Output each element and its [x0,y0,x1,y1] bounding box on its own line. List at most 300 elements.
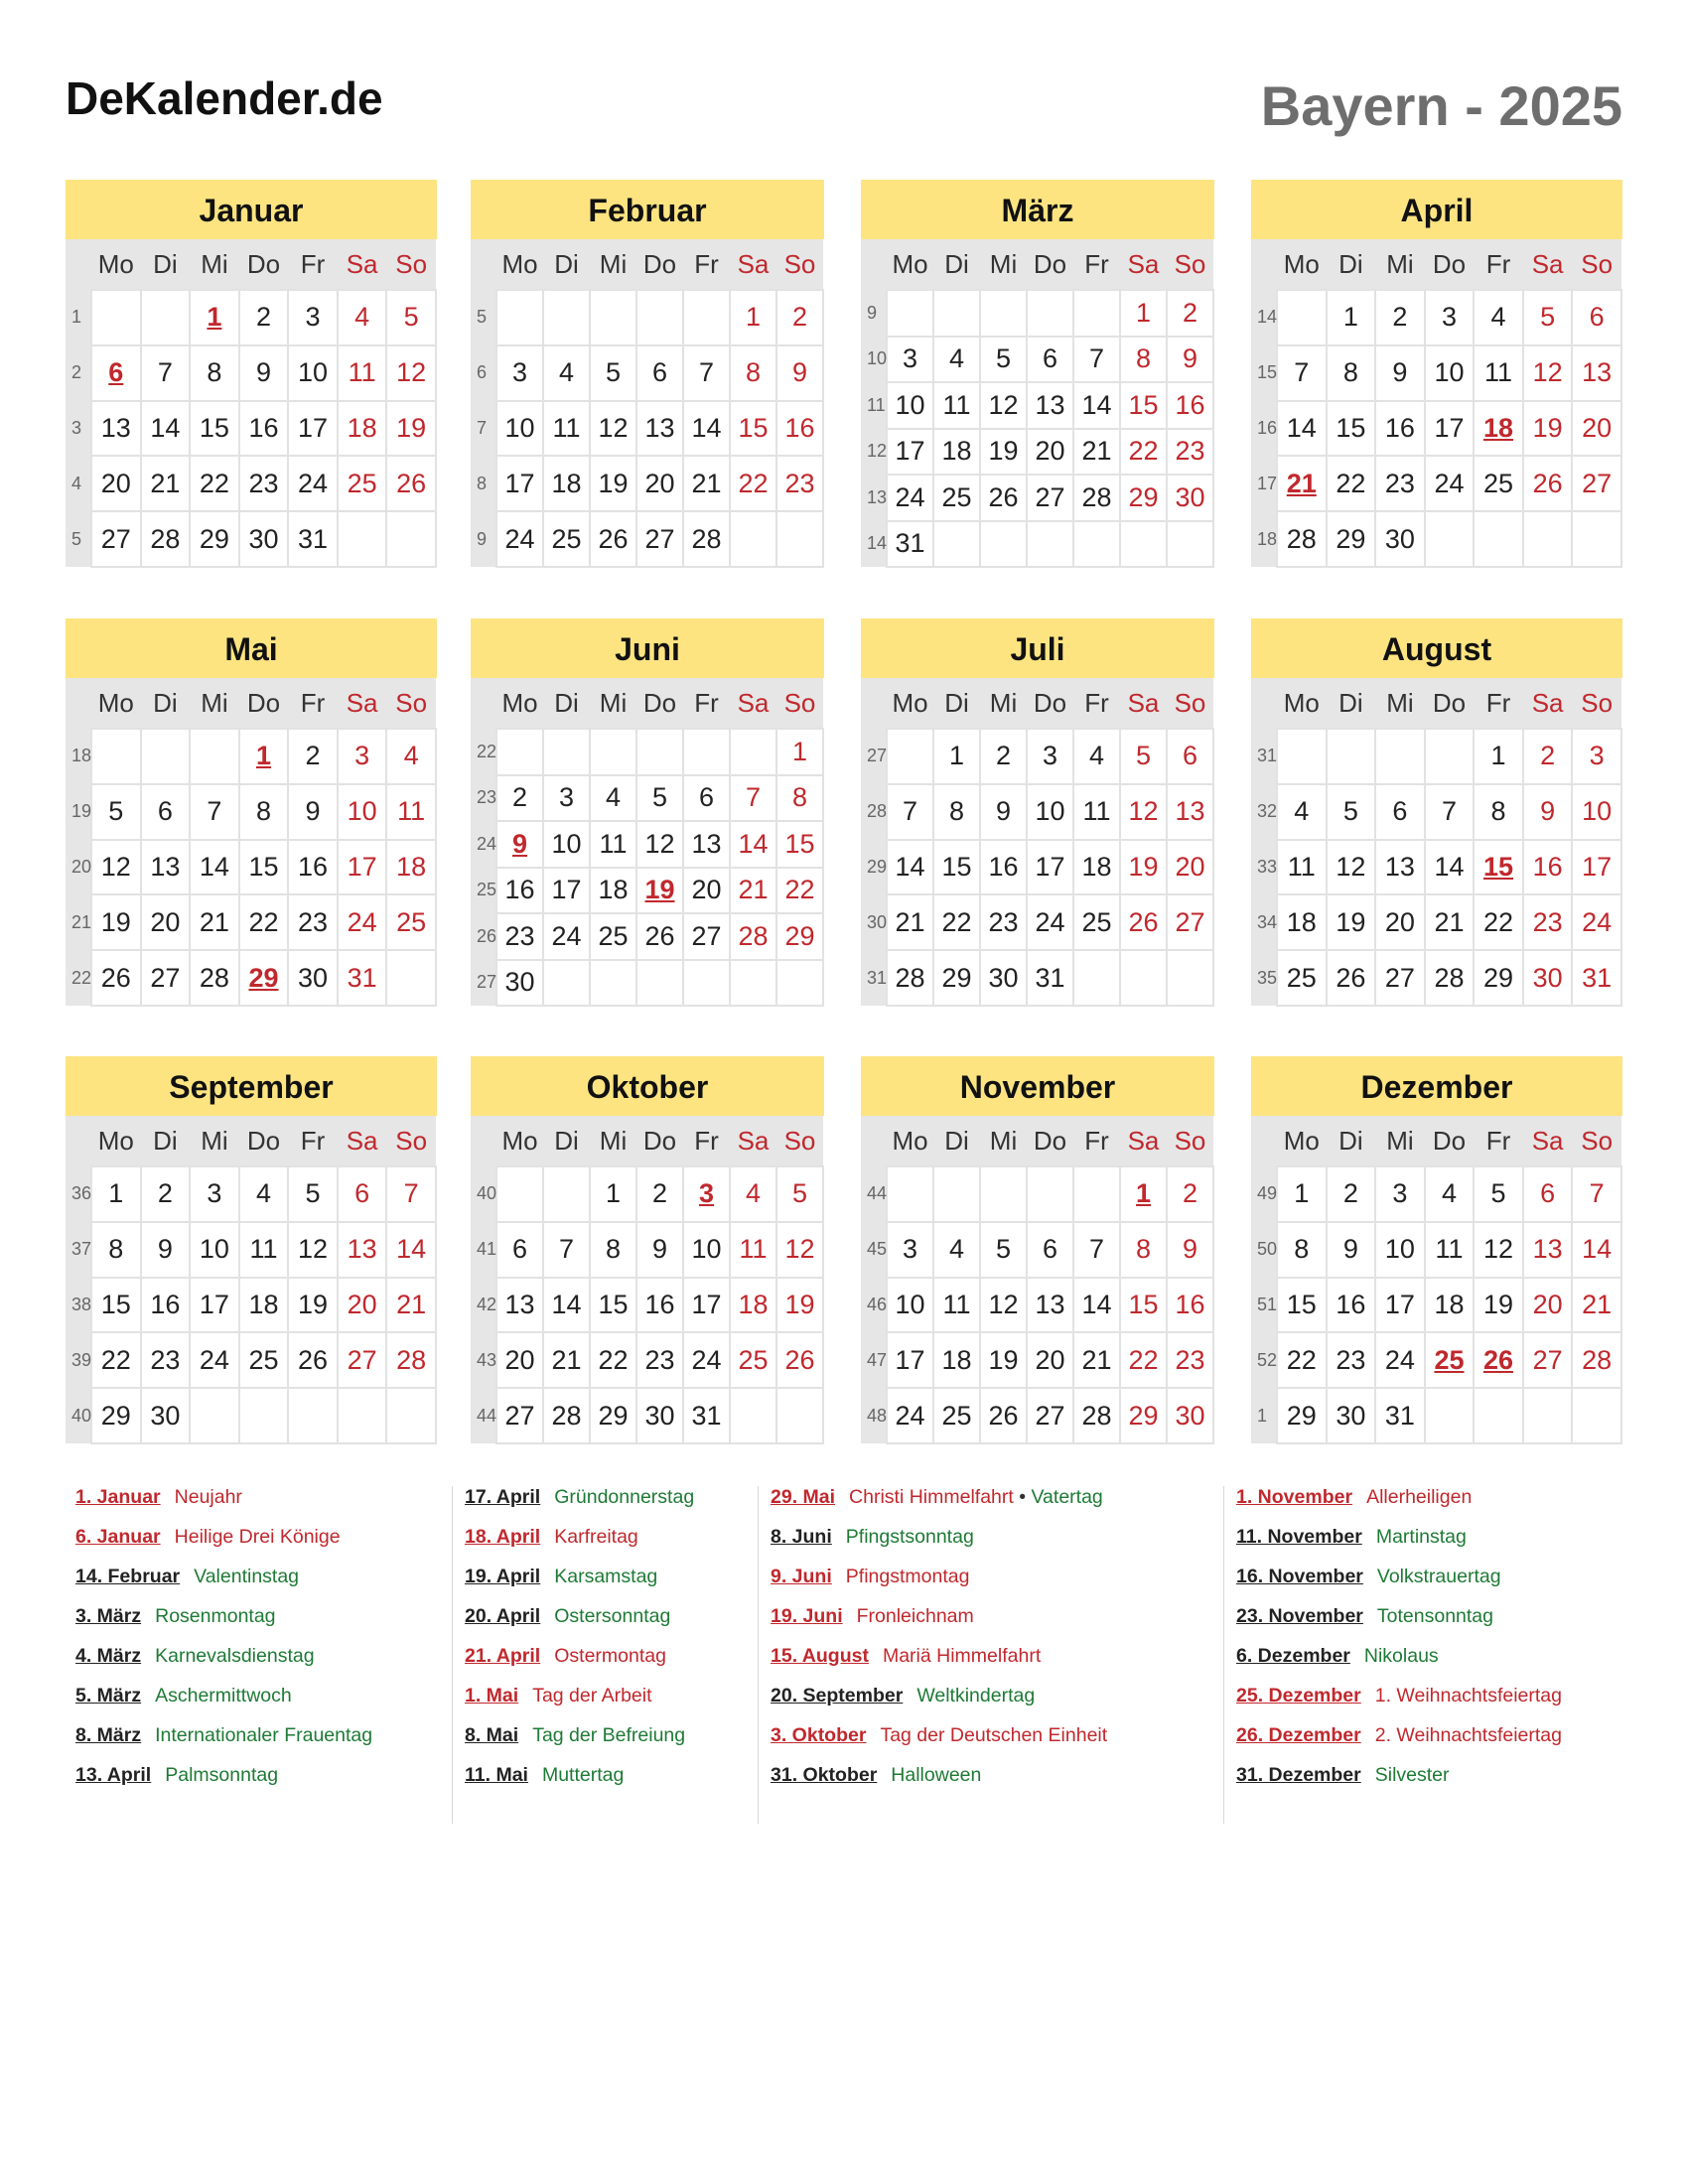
day-cell: 30 [239,511,289,567]
day-cell: 9 [141,1222,191,1278]
day-cell [91,729,141,784]
legend-name: Volkstrauertag [1376,1566,1501,1587]
day-cell: 23 [1167,429,1213,476]
day-cell: 8 [1277,1222,1327,1278]
day-cell: 22 [190,456,239,511]
legend-item [771,1764,1207,1804]
day-cell: 3 [887,1222,933,1278]
day-cell: 26 [1474,1332,1523,1388]
day-cell: 31 [683,1388,730,1443]
day-cell: 6 [91,345,141,401]
legend-name: Christi Himmelfahrt [849,1486,1014,1508]
day-cell [730,1388,776,1443]
day-cell: 31 [1027,950,1073,1006]
week-row [66,401,436,457]
weekday-header: Sa [730,678,776,729]
day-cell: 23 [496,913,543,960]
day-cell: 14 [141,401,191,457]
week-number-header [1251,678,1277,729]
week-number: 5 [471,290,496,345]
week-row [471,1222,823,1278]
day-cell: 11 [543,401,590,457]
day-cell: 25 [590,913,636,960]
day-cell: 14 [386,1222,436,1278]
legend-name: Tag der Deutschen Einheit [880,1724,1108,1746]
day-cell [338,511,387,567]
day-cell [683,960,730,1007]
weekday-header: Di [141,678,191,729]
day-cell: 22 [1120,429,1167,476]
day-cell: 6 [1375,784,1425,840]
week-row [861,475,1213,521]
week-row [471,821,823,868]
day-cell: 21 [683,456,730,511]
day-cell [1425,511,1475,567]
weekday-header: Fr [1073,239,1120,290]
day-cell: 13 [1375,840,1425,895]
day-cell: 8 [730,345,776,401]
day-cell: 29 [1474,950,1523,1006]
day-cell: 31 [887,521,933,568]
day-cell: 11 [730,1222,776,1278]
day-cell: 9 [496,821,543,868]
day-cell [1425,729,1475,784]
legend-date: 31. Oktober [771,1764,878,1786]
day-cell: 28 [190,950,239,1006]
weekday-header: Mi [590,1116,636,1166]
day-cell: 7 [1572,1166,1621,1222]
weekday-header: Do [239,1116,289,1166]
legend-item [75,1486,433,1526]
legend-column [1223,1486,1614,1824]
day-cell: 6 [1027,337,1073,383]
month-title: November [861,1056,1214,1116]
day-cell [1572,511,1621,567]
legend-item [465,1566,753,1605]
day-cell: 30 [980,950,1027,1006]
weekday-header: Do [636,239,683,290]
day-cell [1027,1166,1073,1222]
day-cell: 13 [683,821,730,868]
day-cell [496,290,543,345]
legend-item [1236,1645,1614,1685]
weekday-header: Fr [683,678,730,729]
day-cell: 15 [933,840,980,895]
day-cell: 19 [980,1332,1027,1388]
day-cell: 15 [776,821,823,868]
day-cell: 2 [636,1166,683,1222]
legend-item [465,1645,753,1685]
legend-name: Totensonntag [1376,1605,1494,1627]
weekday-header: Fr [1474,239,1523,290]
day-cell: 27 [91,511,141,567]
week-number: 28 [861,784,887,840]
week-number: 48 [861,1388,887,1443]
week-row [66,950,436,1006]
day-cell: 9 [776,345,823,401]
week-number: 19 [66,784,91,840]
weekday-header: Di [543,239,590,290]
day-cell [730,511,776,567]
day-cell: 13 [496,1278,543,1333]
month-title: Oktober [471,1056,824,1116]
week-number: 38 [66,1278,91,1333]
day-cell: 24 [1375,1332,1425,1388]
week-row [66,1166,436,1222]
day-cell: 18 [1425,1278,1475,1333]
day-cell: 15 [590,1278,636,1333]
legend-name: 2. Weihnachtsfeiertag [1374,1724,1562,1746]
week-number: 43 [471,1332,496,1388]
day-cell: 12 [980,1278,1027,1333]
day-cell: 22 [590,1332,636,1388]
day-cell: 24 [1425,456,1475,511]
day-cell: 29 [91,1388,141,1443]
week-number: 8 [471,456,496,511]
day-cell: 19 [91,894,141,950]
week-row [1251,894,1621,950]
month-november [861,1056,1214,1440]
day-cell: 13 [141,840,191,895]
day-cell: 3 [1425,290,1475,345]
day-cell: 28 [1073,475,1120,521]
day-cell: 2 [496,775,543,822]
month-title: Mai [66,618,437,678]
day-cell: 15 [1120,1278,1167,1333]
day-cell: 24 [887,1388,933,1443]
day-cell: 28 [887,950,933,1006]
week-row [861,840,1213,895]
legend-name: Pfingstsonntag [845,1526,974,1548]
month-title: April [1251,180,1622,239]
day-cell: 31 [338,950,387,1006]
day-cell: 30 [1167,475,1213,521]
day-cell [590,729,636,775]
day-cell: 20 [636,456,683,511]
day-cell: 18 [338,401,387,457]
weekday-header: Fr [683,1116,730,1166]
day-cell: 21 [543,1332,590,1388]
day-cell: 7 [683,345,730,401]
legend-date: 31. Dezember [1236,1764,1361,1786]
legend-date: 9. Juni [771,1566,832,1587]
day-cell: 9 [288,784,338,840]
day-cell: 6 [1027,1222,1073,1278]
day-cell: 5 [1474,1166,1523,1222]
week-number: 7 [471,401,496,457]
legend-name: Heilige Drei Könige [174,1526,341,1548]
day-cell: 17 [190,1278,239,1333]
day-cell: 13 [338,1222,387,1278]
day-cell: 13 [1167,784,1213,840]
day-cell: 16 [1167,382,1213,429]
day-cell [1027,521,1073,568]
week-number-header [1251,239,1277,290]
day-cell [636,729,683,775]
weekday-header: Di [141,239,191,290]
month-januar [66,180,437,564]
day-cell: 5 [386,290,436,345]
legend-item [465,1724,753,1764]
day-cell: 28 [141,511,191,567]
day-cell [386,1388,436,1443]
legend-name: Fronleichnam [856,1605,974,1627]
weekday-header: Sa [1120,239,1167,290]
day-cell: 18 [386,840,436,895]
day-cell: 15 [1474,840,1523,895]
legend-item [75,1764,433,1804]
legend-date: 16. November [1236,1566,1363,1587]
day-cell: 31 [1375,1388,1425,1443]
day-cell: 20 [141,894,191,950]
week-number: 37 [66,1222,91,1278]
day-cell: 2 [1167,1166,1213,1222]
week-number: 3 [66,401,91,457]
day-cell: 9 [1167,1222,1213,1278]
day-cell: 26 [288,1332,338,1388]
day-cell: 11 [239,1222,289,1278]
week-row [1251,840,1621,895]
day-cell: 1 [239,729,289,784]
day-cell: 10 [1572,784,1621,840]
week-number: 24 [471,821,496,868]
weekday-header: Di [543,678,590,729]
legend-date: 11. Mai [465,1764,528,1786]
weekday-header: Mo [91,239,141,290]
week-number: 44 [861,1166,887,1222]
weekday-header: Mo [91,678,141,729]
day-cell [1474,511,1523,567]
week-row [1251,345,1621,401]
month-title: Dezember [1251,1056,1622,1116]
day-cell: 14 [543,1278,590,1333]
legend-date: 19. April [465,1566,541,1587]
day-cell: 14 [1073,382,1120,429]
day-cell: 26 [590,511,636,567]
day-cell: 5 [776,1166,823,1222]
weekday-header: Sa [1120,1116,1167,1166]
day-cell [141,290,191,345]
day-cell: 2 [288,729,338,784]
week-row [1251,401,1621,457]
month-april [1251,180,1622,564]
legend-date: 23. November [1236,1605,1363,1627]
day-cell: 21 [1073,429,1120,476]
day-cell: 5 [980,1222,1027,1278]
week-number: 45 [861,1222,887,1278]
day-cell: 3 [1572,729,1621,784]
day-cell: 12 [1327,840,1376,895]
week-number: 9 [861,290,887,337]
day-cell: 30 [496,960,543,1007]
weekday-header: Mi [980,239,1027,290]
week-row [861,950,1213,1006]
week-row [1251,784,1621,840]
day-cell: 28 [386,1332,436,1388]
week-number: 44 [471,1388,496,1443]
day-cell: 11 [338,345,387,401]
legend-date: 8. Mai [465,1724,519,1746]
legend-name: Allerheiligen [1366,1486,1473,1508]
day-cell: 1 [1327,290,1376,345]
week-number-header [66,1116,91,1166]
day-cell: 27 [338,1332,387,1388]
day-cell: 17 [288,401,338,457]
legend-date: 20. September [771,1685,904,1706]
legend-name: Neujahr [174,1486,242,1508]
day-cell: 29 [1120,1388,1167,1443]
weekday-header: So [776,678,823,729]
week-number: 22 [471,729,496,775]
day-cell: 29 [590,1388,636,1443]
week-row [861,1388,1213,1443]
legend-name: Karsamstag [554,1566,658,1587]
day-cell: 9 [239,345,289,401]
day-cell: 13 [636,401,683,457]
week-row [471,868,823,914]
week-number: 2 [66,345,91,401]
day-cell: 10 [683,1222,730,1278]
day-cell: 19 [980,429,1027,476]
day-cell [636,960,683,1007]
week-row [66,345,436,401]
legend-item [1236,1764,1614,1804]
day-cell: 6 [141,784,191,840]
month-märz [861,180,1214,564]
weekday-header: So [1167,239,1213,290]
day-cell: 20 [338,1278,387,1333]
week-row [471,511,823,567]
day-cell: 20 [683,868,730,914]
month-title: März [861,180,1214,239]
weekday-header: So [386,1116,436,1166]
week-number: 27 [861,729,887,784]
weekday-header: Sa [338,239,387,290]
day-cell: 7 [543,1222,590,1278]
legend-item [465,1605,753,1645]
day-cell: 28 [1073,1388,1120,1443]
day-cell [980,521,1027,568]
day-cell: 18 [590,868,636,914]
day-cell: 20 [1523,1278,1573,1333]
day-cell [1120,950,1167,1006]
day-cell [496,1166,543,1222]
brand-logo-text: DeKalender.de [66,72,383,124]
day-cell: 15 [1120,382,1167,429]
month-juni [471,618,824,1003]
day-cell: 16 [776,401,823,457]
day-cell [776,511,823,567]
legend-date: 20. April [465,1605,541,1627]
day-cell: 5 [1327,784,1376,840]
day-cell: 4 [933,1222,980,1278]
day-cell: 2 [239,290,289,345]
day-cell: 24 [288,456,338,511]
weekday-header: So [386,678,436,729]
day-cell: 3 [1375,1166,1425,1222]
day-cell [590,960,636,1007]
day-cell: 14 [730,821,776,868]
day-cell [543,1166,590,1222]
day-cell: 17 [1375,1278,1425,1333]
legend-date: 29. Mai [771,1486,836,1508]
month-title: September [66,1056,437,1116]
day-cell: 19 [1474,1278,1523,1333]
weekday-header: Di [1327,678,1376,729]
week-row [861,784,1213,840]
legend-date: 18. April [465,1526,541,1548]
day-cell: 18 [1474,401,1523,457]
day-cell: 10 [1027,784,1073,840]
day-cell: 23 [980,894,1027,950]
weekday-header: Mi [1375,678,1425,729]
day-cell: 7 [1425,784,1475,840]
legend-date: 13. April [75,1764,152,1786]
week-number: 23 [471,775,496,822]
day-cell: 16 [1167,1278,1213,1333]
day-cell: 1 [1120,1166,1167,1222]
day-cell: 10 [543,821,590,868]
day-cell: 4 [590,775,636,822]
day-cell: 12 [636,821,683,868]
holiday-legend [66,1486,1622,1824]
day-cell [636,290,683,345]
day-cell: 12 [91,840,141,895]
legend-item [1236,1724,1614,1764]
day-cell: 13 [1027,382,1073,429]
day-cell: 23 [141,1332,191,1388]
day-cell: 10 [1425,345,1475,401]
day-cell: 8 [91,1222,141,1278]
day-cell: 18 [933,429,980,476]
day-cell [1073,1166,1120,1222]
week-number: 18 [1251,511,1277,567]
day-cell: 20 [1167,840,1213,895]
weekday-header: Mo [1277,1116,1327,1166]
weekday-header: So [1167,1116,1213,1166]
legend-name: Internationaler Frauentag [155,1724,373,1746]
day-cell: 19 [1327,894,1376,950]
legend-name: Silvester [1374,1764,1450,1786]
legend-name: Rosenmontag [155,1605,276,1627]
day-cell: 16 [239,401,289,457]
day-cell: 30 [288,950,338,1006]
week-row [861,290,1213,337]
day-cell: 14 [1277,401,1327,457]
week-row [861,382,1213,429]
day-cell: 4 [338,290,387,345]
legend-date: 26. Dezember [1236,1724,1361,1746]
weekday-header: Do [1425,239,1475,290]
day-cell: 4 [239,1166,289,1222]
weekday-header: Sa [1120,678,1167,729]
week-number: 10 [861,337,887,383]
day-cell [887,290,933,337]
day-cell: 15 [190,401,239,457]
week-row [861,1332,1213,1388]
week-row [1251,1222,1621,1278]
day-cell [1327,729,1376,784]
week-number: 22 [66,950,91,1006]
day-cell: 17 [338,840,387,895]
day-cell: 22 [933,894,980,950]
legend-item [771,1566,1207,1605]
day-cell [887,729,933,784]
week-row [471,401,823,457]
weekday-header: Mo [887,678,933,729]
legend-name: 1. Weihnachtsfeiertag [1374,1685,1562,1706]
day-cell: 30 [1523,950,1573,1006]
